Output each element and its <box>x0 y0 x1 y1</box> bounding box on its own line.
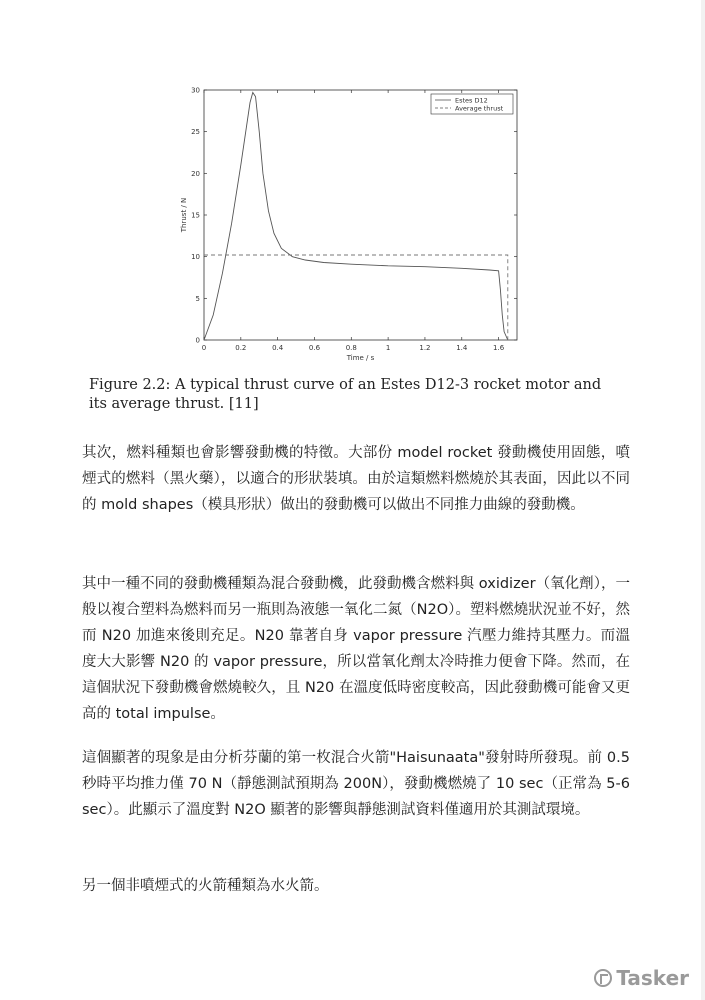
paragraph-2: 其中一種不同的發動機種類為混合發動機，此發動機含燃料與 oxidizer（氧化劑），一般以複合塑料為燃料而另一瓶則為液態一氧化二氮（N2O）。塑料燃燒狀況並不好，然而 N20 加進來後則充足。N20 靠著自身 vapor pressure 汽壓力維持其壓力。而溫度大大影響 N20 的 vapor pressure，所以當氧化劑太冷時推力便會下降。然而，在這個狀況下發動機會燃燒較久，且 N20 在溫度低時密度較高，因此發動機可能會又更高的 total impulse。 <box>82 576 630 722</box>
average-thrust-line <box>204 255 508 340</box>
paragraph-3: 這個顯著的現象是由分析芬蘭的第一枚混合火箭"Haisunaata"發射時所發現。前 0.5 秒時平均推力僅 70 N（靜態測試預期為 200N），發動機燃燒了 10 sec（正常為 5-6 sec）。此顯示了溫度對 N2O 顯著的影響與靜態測試資料僅適用於其測試環境。 <box>82 750 630 818</box>
page-edge <box>701 0 705 1000</box>
tasker-logo-icon <box>594 969 612 987</box>
x-tick-label: 0.6 <box>308 344 321 352</box>
y-tick-label: 25 <box>191 128 200 137</box>
x-tick-label: 1.4 <box>456 344 468 352</box>
legend-label: Estes D12 <box>455 96 488 105</box>
x-tick-label: 0 <box>201 344 207 352</box>
x-tick-label: 1.6 <box>493 344 505 352</box>
watermark-text: Tasker <box>616 966 689 990</box>
thrust-curve-line <box>204 93 508 341</box>
y-axis-label: Thrust / N <box>180 197 188 233</box>
x-tick-label: 0.4 <box>272 344 284 352</box>
paragraph-4: 另一個非噴煙式的火箭種類為水火箭。 <box>82 878 329 894</box>
y-tick-label: 10 <box>191 253 200 262</box>
y-tick-label: 30 <box>191 86 200 95</box>
x-tick-label: 1 <box>385 344 391 352</box>
figure-caption: Figure 2.2: A typical thrust curve of an Estes D12-3 rocket motor and its average thrust. [11] <box>89 377 602 412</box>
x-tick-label: 0.8 <box>345 344 357 352</box>
plot-frame <box>204 90 517 340</box>
legend-label: Average thrust <box>455 104 504 113</box>
x-tick-label: 0.2 <box>235 344 247 352</box>
y-tick-label: 20 <box>191 169 200 178</box>
paragraph-1: 其次，燃料種類也會影響發動機的特徵。大部份 model rocket 發動機使用固態，噴煙式的燃料（黑火藥），以適合的形狀裝填。由於這類燃料燃燒於其表面，因此以不同的 mold shapes（模具形狀）做出的發動機可以做出不同推力曲線的發動機。 <box>82 445 630 513</box>
watermark <box>594 966 689 990</box>
y-tick-label: 15 <box>191 211 200 220</box>
x-axis-label: Time / s <box>346 354 375 362</box>
y-tick-label: 5 <box>195 294 200 303</box>
thrust-chart <box>170 80 530 370</box>
y-tick-label: 0 <box>195 336 200 345</box>
x-tick-label: 1.2 <box>419 344 431 352</box>
